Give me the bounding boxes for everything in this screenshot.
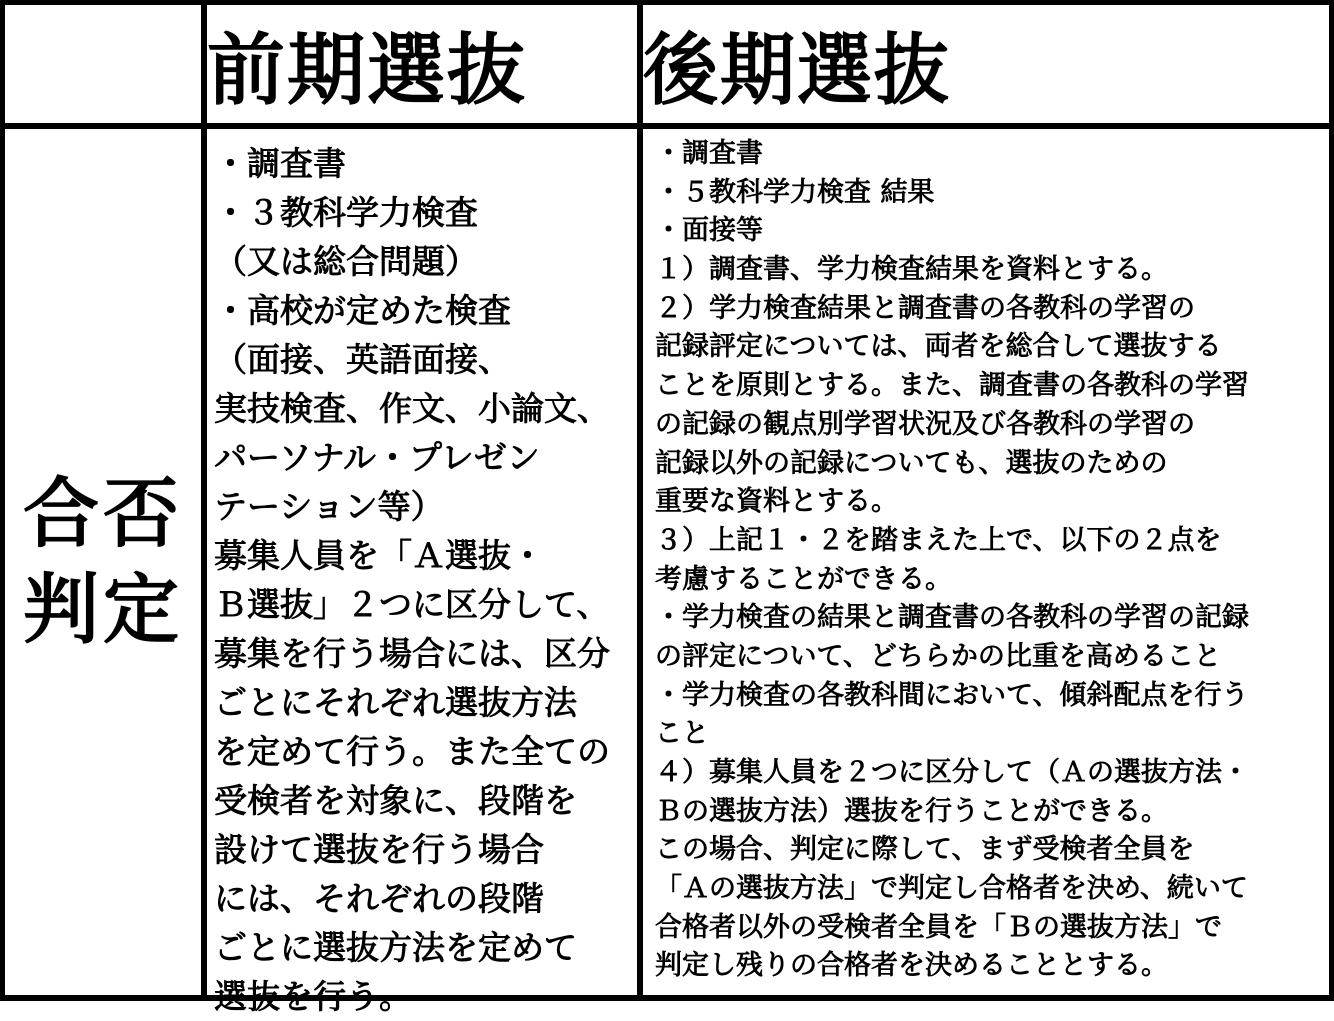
kouki-text-line: 記録評定については、両者を総合して選抜する bbox=[655, 331, 1222, 363]
zenki-text-line: 選抜を行う。 bbox=[214, 977, 412, 1016]
kouki-text-line: ・学力検査の各教科間において、傾斜配点を行う bbox=[655, 679, 1249, 711]
kouki-text-line: ・５教科学力検査 結果 bbox=[655, 176, 935, 208]
table-border-top bbox=[0, 0, 1334, 5]
zenki-text-line: 設けて選抜を行う場合 bbox=[214, 830, 544, 869]
kouki-content-cell bbox=[643, 129, 1329, 995]
kouki-text-line: 判定し残りの合格者を決めることとする。 bbox=[655, 950, 1168, 982]
kouki-text-line: こと bbox=[655, 718, 709, 750]
zenki-text-line: （又は総合問題） bbox=[214, 242, 478, 281]
kouki-text-line: ４）募集人員を２つに区分して（Ａの選抜方法・ bbox=[655, 757, 1249, 788]
header-zenki-senbatsu: 前期選抜 bbox=[207, 26, 528, 116]
table-border-right bbox=[1329, 0, 1334, 1001]
kouki-text-line: ・面接等 bbox=[655, 215, 763, 247]
kouki-text-line: １）調査書、学力検査結果を資料とする。 bbox=[655, 254, 1168, 286]
row-label-line: 合否 bbox=[23, 469, 183, 558]
zenki-text-line: ・高校が定めた検査 bbox=[214, 291, 511, 330]
kouki-text-line: 合格者以外の受検者全員を「Ｂの選抜方法」で bbox=[655, 911, 1222, 943]
zenki-text-line: 受検者を対象に、段階を bbox=[214, 781, 577, 820]
zenki-text-line: には、それぞれの段階 bbox=[214, 879, 544, 918]
zenki-text-line: テーション等） bbox=[214, 487, 444, 526]
zenki-text-line: ごとにそれぞれ選抜方法 bbox=[214, 683, 577, 722]
kouki-text-line: ・調査書 bbox=[655, 138, 763, 169]
kouki-text-line: この場合、判定に際して、まず受検者全員を bbox=[655, 834, 1195, 866]
kouki-text-line: 重要な資料とする。 bbox=[655, 486, 898, 518]
zenki-text-line: ・３教科学力検査 bbox=[214, 193, 478, 232]
kouki-text-line: の記録の観点別学習状況及び各教科の学習の bbox=[655, 408, 1195, 440]
zenki-text-line: 募集人員を「Ａ選抜・ bbox=[214, 536, 544, 575]
kouki-text-line: 「Ａの選抜方法」で判定し合格者を決め、続いて bbox=[655, 873, 1248, 905]
row-label-line: 判定 bbox=[23, 565, 183, 654]
kouki-text-line: ２）学力検査結果と調査書の各教科の学習の bbox=[655, 292, 1195, 324]
kouki-text-line: ３）上記１・２を踏まえた上で、以下の２点を bbox=[655, 524, 1222, 556]
kouki-text-line: Ｂの選抜方法）選抜を行うことができる。 bbox=[655, 795, 1168, 827]
zenki-text-line: 募集を行う場合には、区分 bbox=[214, 634, 610, 673]
table-border-bottom bbox=[0, 995, 1334, 1001]
zenki-text-line: ・調査書 bbox=[214, 144, 346, 183]
zenki-text-line: （面接、英語面接、 bbox=[214, 340, 511, 379]
zenki-text-line: を定めて行う。また全ての bbox=[214, 732, 610, 771]
kouki-text-line: ことを原則とする。また、調査書の各教科の学習 bbox=[655, 370, 1249, 402]
zenki-text-line: ごとに選抜方法を定めて bbox=[214, 928, 577, 967]
zenki-text-line: 実技検査、作文、小論文、 bbox=[214, 389, 610, 428]
header-kouki-senbatsu: 後期選抜 bbox=[643, 26, 951, 116]
zenki-text-line: Ｂ選抜」２つに区分して、 bbox=[214, 585, 610, 624]
row-label-gouhi-hantei bbox=[23, 466, 183, 658]
kouki-text-line: 記録以外の記録についても、選抜のための bbox=[655, 447, 1168, 479]
zenki-text-line: パーソナル・プレゼン bbox=[214, 438, 540, 477]
kouki-text-line: 考慮することができる。 bbox=[655, 563, 952, 595]
zenki-content-cell bbox=[207, 129, 637, 1016]
row-label-cell bbox=[5, 129, 201, 995]
kouki-text-line: ・学力検査の結果と調査書の各教科の学習の記録 bbox=[655, 602, 1249, 634]
kouki-text-line: の評定について、どちらかの比重を高めること bbox=[655, 640, 1221, 672]
